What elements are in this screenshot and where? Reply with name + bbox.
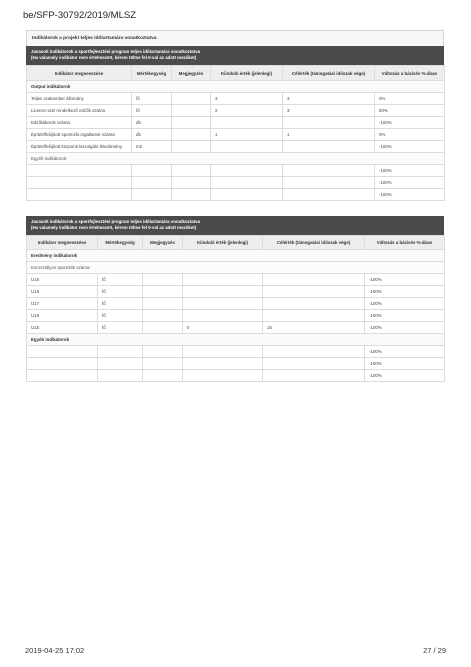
- cell-base: [211, 117, 283, 129]
- cell-change: -100%: [365, 310, 445, 322]
- cell-note: [172, 93, 211, 105]
- cell-unit: fő: [132, 93, 172, 105]
- cell-target: [263, 274, 365, 286]
- cell-target: 3: [283, 105, 375, 117]
- cell-change: -100%: [365, 358, 445, 370]
- cell-note: [172, 105, 211, 117]
- table-row: [27, 93, 445, 105]
- cell-name: [27, 370, 98, 382]
- cell-change: -100%: [375, 117, 445, 129]
- table-row: [27, 117, 445, 129]
- cell-unit: fő: [98, 310, 143, 322]
- subgroup-label: Korosztályos sportolók száma:: [27, 262, 445, 274]
- table-row: [27, 310, 445, 322]
- panel-title: Indikátorok a projekt teljes időtartamára vonatkoztatva: [27, 31, 443, 47]
- table-row: [27, 177, 445, 189]
- cell-target: [283, 189, 375, 201]
- col-base-value: Kiinduló érték (jelenlegi): [211, 66, 283, 81]
- cell-unit: fő: [132, 105, 172, 117]
- output-indicators-section: [26, 46, 444, 201]
- cell-change: -100%: [365, 322, 445, 334]
- cell-target: 3: [283, 93, 375, 105]
- cell-base: [183, 370, 263, 382]
- col-change-percent: Változás a bázisév %-ában: [375, 66, 445, 81]
- cell-unit: fő: [98, 286, 143, 298]
- cell-base: [183, 358, 263, 370]
- group-label: Output indikátorok: [27, 81, 445, 93]
- cell-target: [283, 177, 375, 189]
- cell-change: 0%: [375, 93, 445, 105]
- col-target-value: Célérték (támogatási időszak vége): [283, 66, 375, 81]
- cell-note: [172, 141, 211, 153]
- cell-name: [27, 165, 132, 177]
- col-unit: Mértékegység: [98, 236, 143, 250]
- cell-target: 16: [263, 322, 365, 334]
- footer-timestamp: 2019-04-25 17:02: [25, 646, 85, 655]
- cell-change: -100%: [365, 346, 445, 358]
- group-label: Eredmény indikátorok: [27, 250, 445, 262]
- table-row: [27, 286, 445, 298]
- cell-target: [283, 165, 375, 177]
- table-row: [27, 189, 445, 201]
- table-row: [27, 165, 445, 177]
- cell-name: Edzőtáborok száma: [27, 117, 132, 129]
- cell-note: [172, 117, 211, 129]
- cell-unit: [98, 358, 143, 370]
- col-note: Megjegyzés: [143, 236, 183, 250]
- cell-unit: m2: [132, 141, 172, 153]
- cell-unit: [132, 177, 172, 189]
- cell-target: [263, 310, 365, 322]
- cell-change: -100%: [365, 274, 445, 286]
- cell-unit: [132, 165, 172, 177]
- result-indicators-section: [26, 216, 444, 382]
- table-row: [27, 358, 445, 370]
- table-header-row: [27, 66, 445, 81]
- section1-header: [26, 46, 444, 65]
- table-row: [27, 346, 445, 358]
- subgroup-row: [27, 262, 445, 274]
- cell-base: [211, 141, 283, 153]
- cell-note: [143, 286, 183, 298]
- cell-unit: fő: [98, 298, 143, 310]
- cell-change: -100%: [375, 189, 445, 201]
- cell-change: -100%: [365, 370, 445, 382]
- cell-unit: db: [132, 117, 172, 129]
- cell-base: 0: [183, 322, 263, 334]
- table-row: [27, 370, 445, 382]
- cell-note: [143, 274, 183, 286]
- cell-base: [183, 286, 263, 298]
- other-indicators-label: Egyéb indikátorok:: [27, 153, 445, 165]
- cell-name: Licensz-szel rendelkező edzők száma: [27, 105, 132, 117]
- col-target-value: Célérték (támogatási időszak vége): [263, 236, 365, 250]
- cell-target: 1: [283, 129, 375, 141]
- cell-base: 3: [211, 93, 283, 105]
- col-indicator-name: Indikátor megnevezése: [27, 236, 98, 250]
- cell-note: [172, 177, 211, 189]
- section1-note: (Ha valamely indikátor nem értelmezett, kérem töltse fel 0-val az adott mezőket): [31, 54, 197, 60]
- section2-title: Javasolt indikátorok a sportfejlesztési program teljes időtartamára vonatkoztatva: [31, 219, 201, 224]
- cell-base: 2: [211, 105, 283, 117]
- cell-base: [211, 189, 283, 201]
- table-row: [27, 274, 445, 286]
- document-id: be/SFP-30792/2019/MLSZ: [23, 10, 137, 21]
- cell-name: Épített/felújított központi kiszolgáló létesítmény: [27, 141, 132, 153]
- cell-name: [27, 177, 132, 189]
- cell-name: U15: [27, 322, 98, 334]
- cell-note: [143, 370, 183, 382]
- col-note: Megjegyzés: [172, 66, 211, 81]
- cell-name: U17: [27, 298, 98, 310]
- cell-name: [27, 346, 98, 358]
- col-change-percent: Változás a bázisév %-ában: [365, 236, 445, 250]
- other-indicators-row: [27, 334, 445, 346]
- other-indicators-label: Egyéb indikátorok: [27, 334, 445, 346]
- cell-unit: fő: [98, 274, 143, 286]
- cell-name: Teljes szakember állomány: [27, 93, 132, 105]
- other-indicators-row: [27, 153, 445, 165]
- cell-unit: [132, 189, 172, 201]
- cell-name: U19: [27, 310, 98, 322]
- cell-base: 1: [211, 129, 283, 141]
- cell-base: [183, 274, 263, 286]
- cell-change: 50%: [375, 105, 445, 117]
- cell-base: [183, 346, 263, 358]
- section2-header: [26, 216, 444, 235]
- col-unit: Mértékegység: [132, 66, 172, 81]
- group-row: [27, 81, 445, 93]
- result-indicators-table: [26, 235, 445, 382]
- cell-note: [172, 189, 211, 201]
- table-row: [27, 322, 445, 334]
- cell-name: U18: [27, 286, 98, 298]
- table-header-row: [27, 236, 445, 250]
- cell-change: 0%: [375, 129, 445, 141]
- cell-note: [172, 165, 211, 177]
- cell-target: [263, 358, 365, 370]
- table-row: [27, 141, 445, 153]
- cell-name: U16: [27, 274, 98, 286]
- cell-name: [27, 358, 98, 370]
- cell-target: [283, 141, 375, 153]
- cell-base: [183, 298, 263, 310]
- cell-note: [143, 358, 183, 370]
- cell-change: -100%: [365, 286, 445, 298]
- cell-change: -100%: [375, 165, 445, 177]
- cell-change: -100%: [375, 141, 445, 153]
- cell-target: [263, 370, 365, 382]
- cell-unit: [98, 346, 143, 358]
- cell-unit: fő: [98, 322, 143, 334]
- output-indicators-table: [26, 65, 445, 201]
- cell-unit: [98, 370, 143, 382]
- section1-title: Javasolt indikátorok a sportfejlesztési program teljes időtartamára vonatkoztatva: [31, 49, 201, 54]
- cell-base: [183, 310, 263, 322]
- table-row: [27, 298, 445, 310]
- cell-change: -100%: [365, 298, 445, 310]
- footer-page-number: 27 / 29: [423, 646, 446, 655]
- cell-target: [283, 117, 375, 129]
- col-base-value: Kiinduló érték (jelenlegi): [183, 236, 263, 250]
- cell-target: [263, 346, 365, 358]
- cell-note: [172, 129, 211, 141]
- cell-base: [211, 165, 283, 177]
- cell-note: [143, 322, 183, 334]
- table-row: [27, 105, 445, 117]
- cell-unit: db: [132, 129, 172, 141]
- cell-note: [143, 298, 183, 310]
- section2-note: (Ha valamely indikátor nem értelmezett, kérem töltse fel 0-val az adott mezőket): [31, 224, 197, 230]
- group-row: [27, 250, 445, 262]
- cell-base: [211, 177, 283, 189]
- cell-name: [27, 189, 132, 201]
- cell-target: [263, 286, 365, 298]
- cell-note: [143, 346, 183, 358]
- table-row: [27, 129, 445, 141]
- cell-change: -100%: [375, 177, 445, 189]
- cell-name: Épített/felújított sportcélú ingatlanok száma: [27, 129, 132, 141]
- cell-target: [263, 298, 365, 310]
- col-indicator-name: Indikátor megnevezése: [27, 66, 132, 81]
- cell-note: [143, 310, 183, 322]
